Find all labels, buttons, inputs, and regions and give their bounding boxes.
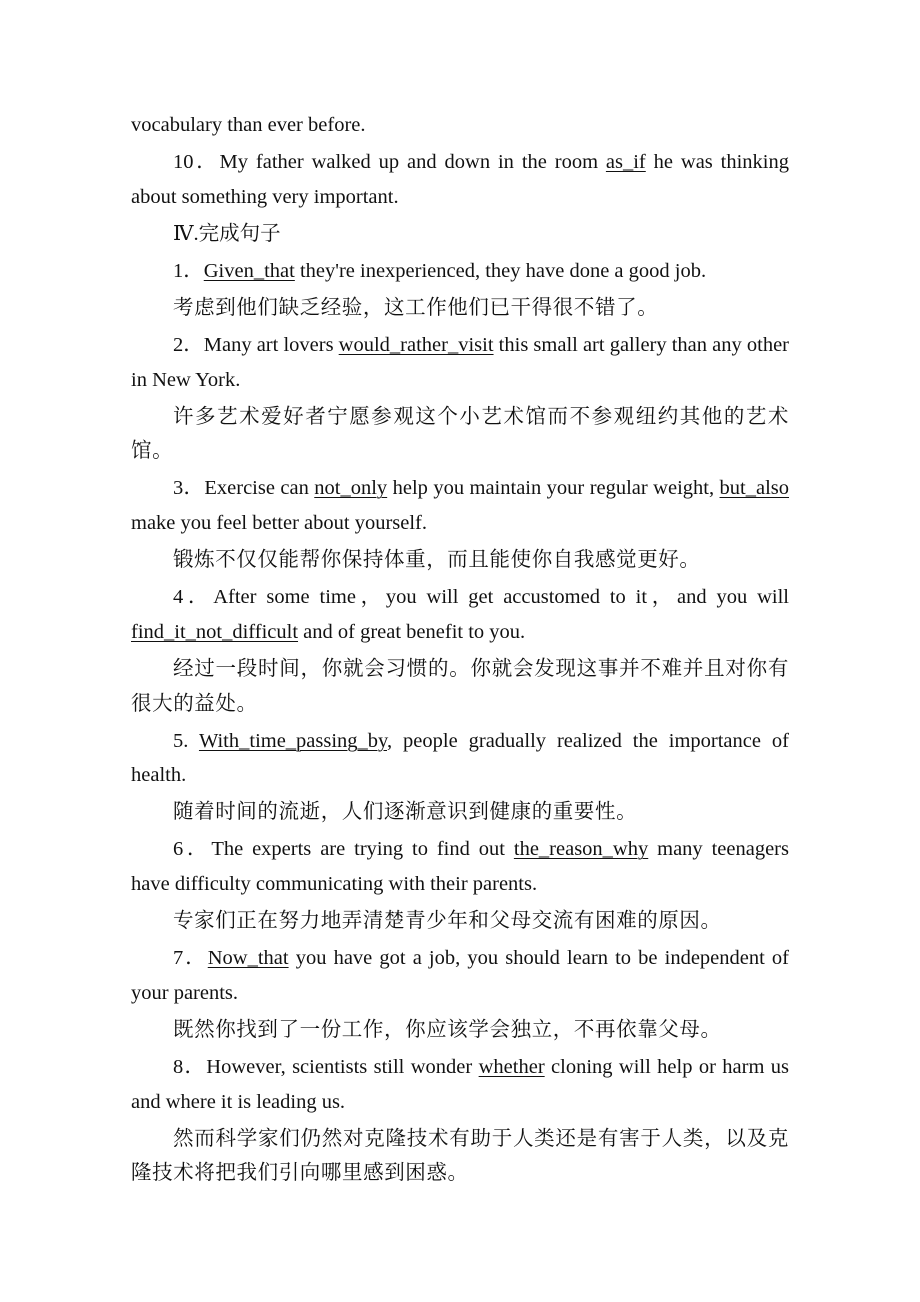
sentence-text: and of great benefit to you. xyxy=(298,620,526,643)
answer-blank: Given_that xyxy=(203,259,295,282)
answer-blank: but_also xyxy=(719,477,789,500)
sentence-10 xyxy=(131,145,789,214)
sentence-text: many teenagers have difficulty communicating with their parents. xyxy=(131,838,789,895)
item-number: 3． xyxy=(173,477,205,500)
item-3-zh: 锻炼不仅仅能帮你保持体重，而且能使你自我感觉更好。 xyxy=(173,549,701,572)
item-8-zh: 然而科学家们仍然对克隆技术有助于人类还是有害于人类，以及克隆技术将把我们引向哪里感到困惑。 xyxy=(131,1127,789,1185)
item-number: 2． xyxy=(173,334,204,357)
item-8-en xyxy=(131,1050,789,1119)
sentence-text: The experts are trying to find out xyxy=(211,838,514,861)
sentence-text: My father walked up and down in the room xyxy=(219,151,606,174)
answer-blank: would_rather_visit xyxy=(338,334,494,357)
answer-blank: Now_that xyxy=(207,947,289,970)
item-1-zh: 考虑到他们缺乏经验，这工作他们已干得很不错了。 xyxy=(173,296,659,319)
answer-blank: as_if xyxy=(605,151,646,174)
sentence-text: you have got a job, you should learn to be independent of your parents. xyxy=(131,947,790,1004)
sentence-text: he was thinking about something very important. xyxy=(131,151,789,208)
sentence-text: this small art gallery than any other in New York. xyxy=(131,334,790,391)
answer-blank: whether xyxy=(478,1055,545,1078)
item-number: 10． xyxy=(173,151,220,174)
item-7-en xyxy=(131,941,789,1010)
sentence-text: cloning will help or harm us and where it is leading us. xyxy=(131,1055,790,1113)
answer-blank: the_reason_why xyxy=(513,838,649,861)
sentence-text: , people gradually realized the importance of health. xyxy=(131,729,789,787)
item-5-en xyxy=(131,724,789,793)
sentence-text: However, scientists still wonder xyxy=(206,1055,479,1078)
answer-blank: find_it_not_difficult xyxy=(131,620,299,643)
document-page xyxy=(131,108,789,1191)
continued-line: vocabulary than ever before. xyxy=(131,114,366,136)
item-1-en xyxy=(131,254,789,289)
item-3-en xyxy=(131,471,789,540)
item-4-zh: 经过一段时间，你就会习惯的。你就会发现这事并不难并且对你有很大的益处。 xyxy=(131,657,789,715)
item-number: 5. xyxy=(173,729,189,752)
item-number: 8． xyxy=(173,1055,207,1078)
answer-blank: not_only xyxy=(314,477,388,500)
item-2-en xyxy=(131,328,789,397)
item-2-zh: 许多艺术爱好者宁愿参观这个小艺术馆而不参观纽约其他的艺术馆。 xyxy=(131,405,789,463)
item-5-zh: 随着时间的流逝，人们逐渐意识到健康的重要性。 xyxy=(173,801,638,824)
item-4-en xyxy=(131,580,789,649)
item-number: 4． xyxy=(173,586,214,609)
sentence-text: help you maintain your regular weight, xyxy=(387,477,720,500)
sentence-text: Many art lovers xyxy=(203,334,339,357)
item-7-zh: 既然你找到了一份工作，你应该学会独立，不再依靠父母。 xyxy=(173,1018,722,1041)
item-6-en xyxy=(131,832,789,901)
item-number: 1． xyxy=(173,259,204,282)
item-number: 6． xyxy=(173,838,212,861)
item-6-zh: 专家们正在努力地弄清楚青少年和父母交流有困难的原因。 xyxy=(173,910,722,933)
item-number: 7． xyxy=(173,947,208,970)
sentence-text: After some time，you will get accustomed to it，and you will xyxy=(213,586,789,609)
answer-blank: With_time_passing_by xyxy=(198,729,387,752)
sentence-text: Exercise can xyxy=(204,477,315,500)
sentence-text: make you feel better about yourself. xyxy=(131,512,427,535)
section-title: Ⅳ.完成句子 xyxy=(173,222,281,245)
sentence-text: they're inexperienced, they have done a good job. xyxy=(294,259,707,282)
